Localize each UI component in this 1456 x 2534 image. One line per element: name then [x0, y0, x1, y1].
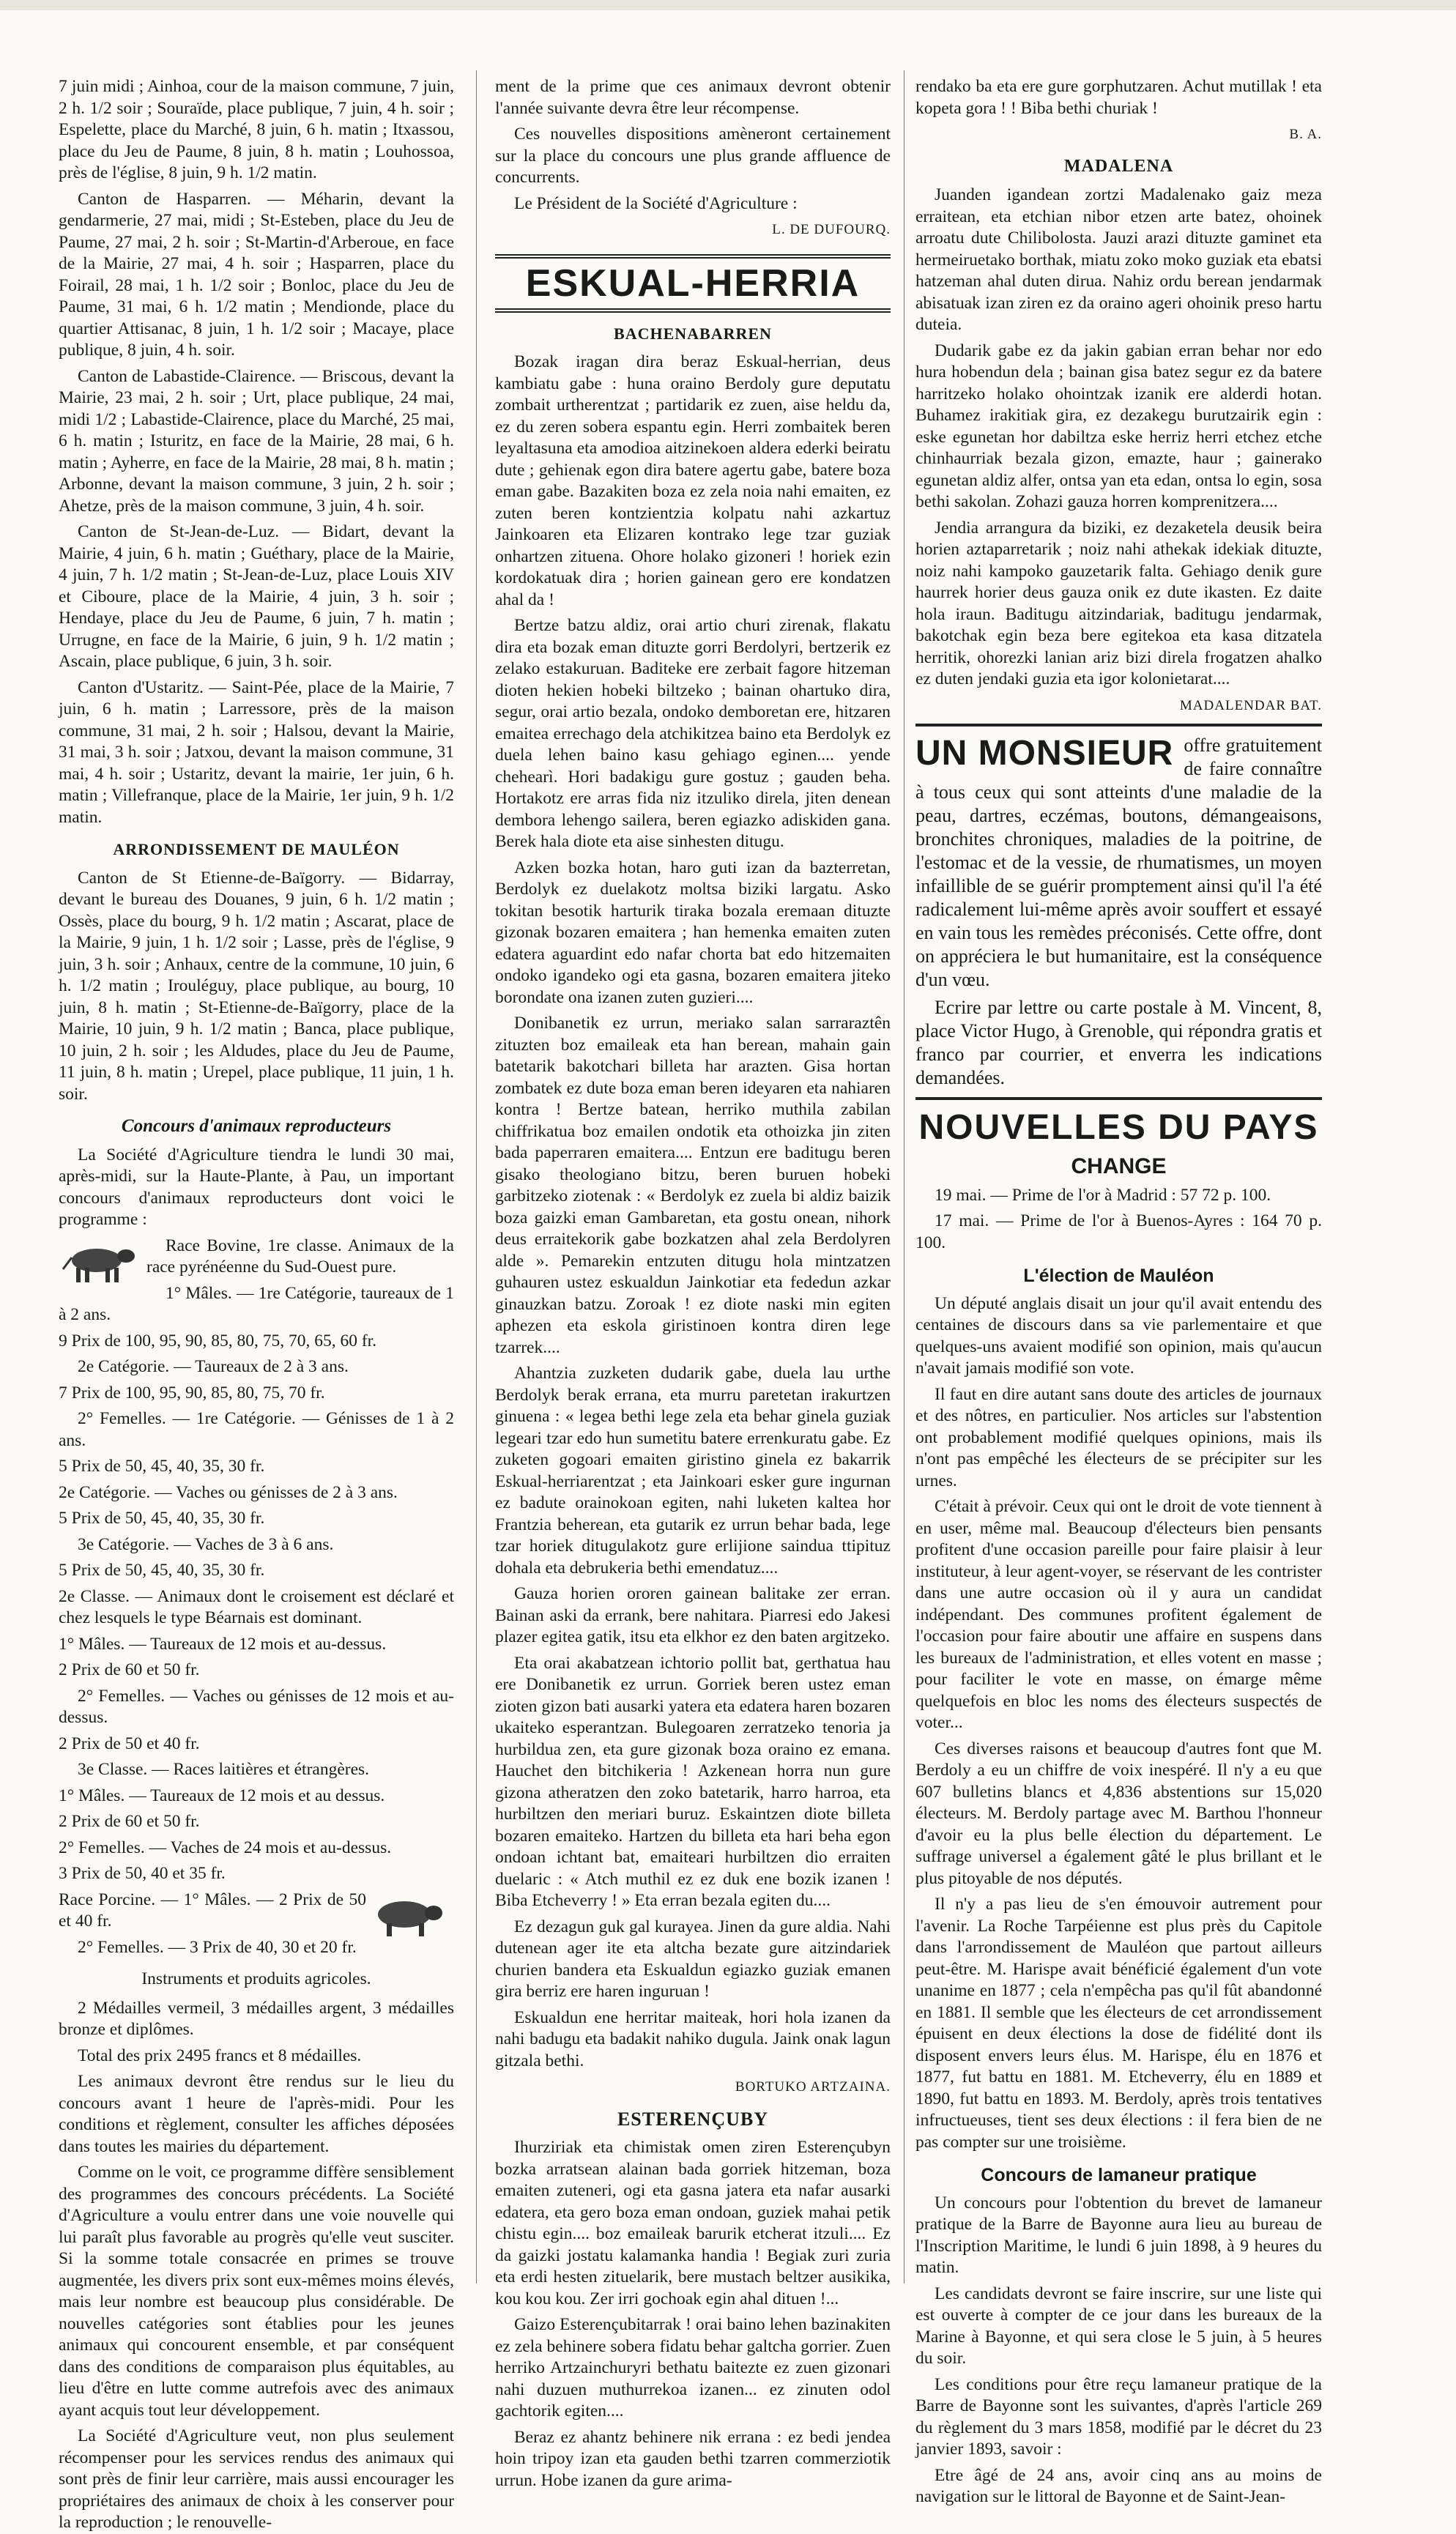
list-item: 2 Prix de 60 et 50 fr. [59, 1660, 200, 1679]
paragraph: Les animaux devront être rendus sur le lieu du concours avant 1 heure de l'après-midi. Pour les conditions et règlement, consulter les affiches déposées dans toutes les mairies du département. [59, 2072, 454, 2156]
list-item: 2 Prix de 50 et 40 fr. [59, 1734, 200, 1753]
paragraph: Eskualdun ene herritar maiteak, hori hola izanen da nahi badugu eta badakit nahiko dugula. Jaink onak lagun gitzala bethi. [495, 2007, 891, 2070]
list-item: 9 Prix de 100, 95, 90, 85, 80, 75, 70, 65, 60 fr. [59, 1331, 377, 1350]
paragraph: rendako ba eta ere gure gorphutzaren. Achut mutillak ! eta kopeta gora ! ! Biba bethi churiak ! [915, 77, 1322, 118]
signature: L. DE DUFOURQ. [772, 222, 891, 237]
paragraph: Bertze batzu aldiz, orai artio churi zirenak, flakatu dira eta bozak eman dituzte gorri Berdolyri, bertzerik ez zelako estakuruan. Baditeke ere zerbait fagore hitzeman dioten hekien hobeki biltzeko ; bainan ohartuko dira, segur, orai artio bezala, ondoko demboretan ere, hitzaren emaitea errechago dela atchikitzea baino eta Berdolyk ez duela lehen baino kasu gehiago eginen.... yende chehearì. Hori badakigu gure gostuz ; gauden beha. Hortakotz ere arras fida niz itzuliko direla, jiten denean dembora lehengo sailera, beren egiazko adiskiden gana. Berek hala diote eta aise sinhesten ditugu. [495, 616, 891, 851]
article-title: Concours de lamaneur pratique [981, 2165, 1257, 2185]
paragraph: Les candidats devront se faire inscrire, sur une liste qui est ouverte à compter de ce jour dans les bureaux de la Marine à Bayonne, et qui sera close le 5 juin, à 5 heures du soir. [915, 2284, 1322, 2368]
section-banner: ESKUAL-HERRIA [495, 254, 891, 313]
paragraph: Ahantzia zuzketen dudarik gabe, duela lau urthe Berdolyk berak errana, eta murru paretetan irakurtzen ginuena : « legea bethi lege zela eta behar ginela guziak legeari tzar edo hun sumetitu batere errenkuratu gabe. Ez zuketen gogoari emaiten giristino ginela ez bakarrik Eskual-herriarentzat ; eta Jainkoari esker gure ingurnan ez badute orainokoan egiten, nahi luketen kaltea hor Frantzia beherean, eta gutarik ez urrun behar bada, lege tzar horiek ditugulakotz gure erlijione saindua ttipituz dohala eta debrukeria bethi emendatuz.... [495, 1364, 891, 1578]
list-item: 2e Classe. — Animaux dont le croisement est déclaré et chez lesquels le type Béarnais est dominant. [59, 1586, 454, 1627]
ad-headline: UN MONSIEUR [915, 734, 1174, 773]
paragraph: La Société d'Agriculture veut, non plus seulement récompenser pour les services rendus des animaux qui sont près de finir leur carrière, mais aussi encourager les propriétaires des animaux de choix à les conserver pour la reproduction ; le renouvelle- [59, 2426, 454, 2532]
section-heading: ARRONDISSEMENT DE MAULÉON [113, 840, 400, 858]
paragraph: Bozak iragan dira beraz Eskual-herrian, deus kambiatu gabe : huna oraino Berdoly gure deputatu zombait urtherentzat ; partidarik ez zuen, aise heldu da, ez du zeren sobera espantu egin. Herri zombaitek beren leyaltasuna eta amodioa aitzinekoen aldera ederki beiratu dute ; gehienak egon dira batere agertu gabe, batere boza eman gabe. Bazakiten boza ez zela noia nahi emaiten, ez zuten beren kontzientzia kolpatu nahi azkartuz Jainkoaren eta Elizaren kontrako lege tzar guziak onhartzen zituena. Ohore holako gizoneri ! horiek ezin kordokatuak dira ; horien gainean gero ere kondatzen ahal da ! [495, 352, 891, 609]
article-title: BACHENABARREN [614, 324, 772, 343]
list-item: 2° Femelles. — Vaches de 24 mois et au-dessus. [59, 1838, 392, 1857]
list-item: 3e Catégorie. — Vaches de 3 à 6 ans. [78, 1534, 334, 1554]
item-text: Race Bovine, 1re classe. Animaux de la race pyrénéenne du Sud-Ouest pure. [146, 1236, 454, 1277]
paragraph: Azken bozka hotan, haro guti izan da bazterretan, Berdolyk ez duelakotz moltsa biziki largatu. Asko tokitan besotik harturik tiraka bozala eremaan dituzte gizonak bozaren emaitera ; han hemenka emaiten zuten edatera aguardint edo nafar chorta bat edo hitzemaiten ondoko igandeko ogi eta gasna, bozaren emaitera jiteko borondate ona izanen zuten guzieri.... [495, 858, 891, 1007]
pig-icon [366, 1890, 447, 1941]
paragraph: Les conditions pour être reçu lamaneur pratique de la Barre de Bayonne sont les suivantes, d'après l'article 269 du règlement du 3 mars 1858, modifié par le décret du 23 janvier 1893, savoir : [915, 2374, 1322, 2459]
paragraph: Gaizo Esterençubitarrak ! orai baino lehen bazinakiten ez zela behinere sobera fidatu behar galtcha gorrier. Zuen herriko Artzainchuryri bethatu baitezte ez zuen gizonari nahi duzuen muthurrekoa izanen... ez zinuten odol gachtorik egiten.... [495, 2315, 891, 2420]
list-item [59, 1890, 454, 1933]
page-top-edge [0, 0, 1456, 10]
subheading: Instruments et produits agricoles. [141, 1969, 371, 1988]
article-title: Concours d'animaux reproducteurs [121, 1116, 392, 1136]
paragraph: Comme on le voit, ce programme diffère sensiblement des programmes des concours précédents. La Société d'Agriculture a voulu entrer dans une voie nouvelle qui lui paraît plus favorable au progrès qu'elle veut susciter. Si la somme totale consacrée en primes se trouve augmentée, les divers prix sont eux-mêmes moins élevés, mais leur nombre est beaucoup plus considérable. De nouvelles catégories sont établies pour les jeunes animaux qui concourent ensemble, et par conséquent dans des conditions de comparaison plus équitables, au lieu d'être en lutte comme autrefois avec des animaux ayant acquis tout leur développement. [59, 2163, 454, 2420]
list-item: 2e Catégorie. — Vaches ou génisses de 2 à 3 ans. [59, 1482, 398, 1502]
paragraph: La Société d'Agriculture tiendra le lundi 30 mai, après-midi, sur la Haute-Plante, à Pau, un important concours d'animaux reproducteurs dont voici le programme : [59, 1145, 454, 1229]
item-text: Race Porcine. — 1° Mâles. — 2 Prix de 50 et 40 fr. [59, 1890, 366, 1931]
list-item: 5 Prix de 50, 45, 40, 35, 30 fr. [59, 1457, 265, 1476]
paragraph: Canton de St Etienne-de-Baïgorry. — Bidarray, devant le bureau des Douanes, 9 juin, 6 h. 1/2 matin ; Ossès, place du bourg, 9 h. 1/2 matin ; Ascarat, place de la Mairie, 9 juin, 1 h. 1/2 soir ; Lasse, près de l'église, 9 juin, 3 h. soir ; Anhaux, centre de la commune, 10 juin, 6 h. 1/2 matin ; Irouléguy, place publique, au bourg, 10 juin, 8 h. matin ; St-Etienne-de-Baïgorry, place de la Mairie, 10 juin, 9 h. 1/2 matin ; Banca, place publique, 10 juin, 2 h. soir ; les Aldudes, place du Jeu de Paume, 11 juin, 8 h. matin ; Urepel, place publique, 11 juin, 1 h. soir. [59, 868, 454, 1104]
paragraph: Ces diverses raisons et beaucoup d'autres font que M. Berdoly a eu un chiffre de voix inespéré. Il n'y a eu que 607 bulletins blancs et 4,836 abstentions sur 15,020 électeurs. M. Berdoly partage avec M. Barthou l'honneur d'avoir eu la plus belle élection du département. Le suffrage universel a également gâté le plus brillant et le plus pitoyable de nos députés. [915, 1739, 1322, 1888]
section-banner: NOUVELLES DU PAYS [918, 1108, 1319, 1147]
paragraph: Canton de Labastide-Clairence. — Briscous, devant la Mairie, 23 mai, 2 h. soir ; Urt, place publique, 24 mai, midi 1/2 ; Labastide-Clairence, place du Marché, 25 mai, 6 h. matin ; Isturitz, en face de la Mairie, 28 mai, 6 h. matin ; Ayherre, en face de la Mairie, 28 mai, 8 h. matin ; Arbonne, devant la maison commune, 3 juin, 2 h. soir ; Ahetze, près de la maison commune, 3 juin, 4 h. soir. [59, 366, 454, 516]
column-rule [476, 70, 477, 2284]
paragraph: Canton d'Ustaritz. — Saint-Pée, place de la Mairie, 7 juin, 6 h. matin ; Larressore, près de la maison commune, 31 mai, 2 h. soir ; Halsou, devant la Mairie, 31 mai, 3 h. soir ; Jatxou, devant la maison commune, 31 mai, 4 h. soir ; Ustaritz, devant la mairie, 1er juin, 6 h. matin ; Villefranque, place de la Mairie, 1er juin, 9 h. 1/2 matin. [59, 677, 454, 827]
section-heading: CHANGE [1071, 1154, 1167, 1178]
paragraph: Dudarik gabe ez da jakin gabian erran behar nor edo hura hobendun dela ; bainan gisa batez segur ez da batere harritzeko holako ohointzak izanik ere alderdi hotan. Buhamez irakitiak gira, ez dezakegu burutzairik egin : eske egunetan hor dabiltza eske herriz herri etchez etche chinhaurriak bezala gizon, emazte, haur ; gainerako egunetan aldiz alfer, ontsa yan eta edan, ontsa lo egin, sosa bethi sakolan. Zohazi gauza horren komprenitzera.... [915, 341, 1322, 511]
list-item: 1° Mâles. — 1re Catégorie, taureaux de 1 à 2 ans. [59, 1283, 454, 1324]
paragraph: Ez dezagun guk gal kurayea. Jinen da gure aldia. Nahi dutenean ager ite eta altcha bezate gure aitzindariek churien bandera eta Eskualdun egiazko guziak emanen gira berriz ere haren inguruan ! [495, 1917, 891, 2001]
paragraph: Etre âgé de 24 ans, avoir cinq ans au moins de navigation sur le littoral de Bayonne et de Saint-Jean- [915, 2465, 1322, 2506]
signature: MADALENDAR BAT. [1179, 697, 1322, 713]
article-title: MADALENA [1063, 156, 1174, 176]
list-item: 2e Catégorie. — Taureaux de 2 à 3 ans. [78, 1357, 349, 1376]
list-item: 2° Femelles. — 1re Catégorie. — Génisses de 1 à 2 ans. [59, 1409, 454, 1450]
paragraph: Juanden igandean zortzi Madalenako gaiz meza erraitean, eta etchian nibor etzen arte batez, ohoinek arroatu dute Chilibolosta. Jauzi arazi dituzte gaminet eta hermeiruetako borthak, miatu zoko moko guziak eta ebatsi hatzeman ahal duten dirua. Nahiz ordu berean jendarmak abisatuak izan ziren ez da oraino ageri ohoinik preso hartu duteia. [915, 185, 1322, 334]
paragraph: Beraz ez ahantz behinere nik errana : ez bedi jendea hoin tripoy izan eta gauden bethi tzarren commerziotik urrun. Hobe izanen da gure arima- [495, 2427, 891, 2490]
list-item: 2 Médailles vermeil, 3 médailles argent, 3 médailles bronze et diplômes. [59, 1998, 454, 2039]
paragraph: Eta orai akabatzean ichtorio pollit bat, gerthatua hau ere Donibanetik ez urrun. Gorriek beren ustez eman zioten gizon bati ausarki yatera eta edatera haren bozaren ukaiteko esperantzan. Bulegoaren zerratzeko tenoria ja hurbildua zen, eta gure gizonak boza oraino ez emana. Hauchet den bitchikeria ! Azkenean horra nun gure gizona atheratzen den zoko batetarik, harro harroa, eta hurbiltzen den meriari buruz. Eskaintzen diote billeta bozaren emaiteko. Hartzen du billeta eta hari beha egon ondoan ichtant bat, emaiteari hurbiltzen dio erraiten duelaric : « Atch muthil ez ez duk ene bozik izanen ! Biba Etcheverry ! » Eta erran bezala egiten du.... [495, 1653, 891, 1910]
column-1 [59, 76, 454, 2532]
signature: B. A. [1289, 127, 1322, 142]
signature: BORTUKO ARTZAINA. [735, 2079, 891, 2095]
cattle-icon [59, 1236, 139, 1287]
paragraph: 7 juin midi ; Ainhoa, cour de la maison commune, 7 juin, 2 h. 1/2 soir ; Souraïde, place publique, 7 juin, 4 h. soir ; Espelette, place du Marché, 8 juin, 6 h. matin ; Itxassou, place du Jeu de Paume, 8 juin, 8 h. matin ; Louhossoa, près de l'église, 8 juin, 9 h. 1/2 matin. [59, 77, 454, 182]
list-item: 2° Femelles. — Vaches ou génisses de 12 mois et au-dessus. [59, 1686, 454, 1727]
list-item: 5 Prix de 50, 45, 40, 35, 30 fr. [59, 1561, 265, 1580]
paragraph: Il n'y a pas lieu de s'en émouvoir autrement pour l'avenir. La Roche Tarpéienne est plus près du Capitole dans l'arrondissement de Mauléon que partout ailleurs peut-être. M. Harispe avait bénéficié également d'un vote unanime en 1877 ; cela n'empêcha pas qu'il fût abandonné en 1881. Il semble que les électeurs de cet arrondissement épuisent en deux élections la dose de fidélité dont ils disposent envers leurs élus. M. Harispe, élu en 1876 et 1877, fut battu en 1881. M. Etcheverry, élu en 1889 et 1890, fut battu en 1893. M. Berdoly, après trois tentatives infructueuses, tient ses deux élections : il fera bien de ne pas compter sur une troisième. [915, 1895, 1322, 2152]
paragraph: 17 mai. — Prime de l'or à Buenos-Ayres : 164 70 p. 100. [915, 1211, 1322, 1252]
paragraph: 19 mai. — Prime de l'or à Madrid : 57 72 p. 100. [935, 1185, 1271, 1205]
advertisement [915, 734, 1322, 1090]
article-title: ESTERENÇUBY [617, 2108, 769, 2130]
paragraph: Canton de Hasparren. — Méharin, devant la gendarmerie, 27 mai, midi ; St-Esteben, place du Jeu de Paume, 27 mai, 2 h. soir ; St-Martin-d'Arberoue, en face de la Mairie, 27 mai, 4 h. soir ; Hasparren, place du Foirail, 28 mai, 1 h. 1/2 soir ; Bonloc, place du Jeu de Paume, 31 mai, 6 h. 1/2 matin ; Mendionde, place du quartier Attisanac, 8 juin, 1 h. 1/2 soir ; Macaye, place publique, 8 juin, 4 h. soir. [59, 189, 454, 360]
divider [915, 1097, 1322, 1100]
paragraph: Un député anglais disait un jour qu'il avait entendu des centaines de discours dans sa vie parlementaire et que quelques-uns avaient modifié son opinion, mais qu'aucun n'avait jamais modifié son vote. [915, 1293, 1322, 1378]
list-item: 2 Prix de 60 et 50 fr. [59, 1812, 200, 1831]
paragraph: Il faut en dire autant sans doute des articles de journaux et des nôtres, en particulier. Nos articles sur l'abstention ont probablement modifié quelques opinions, mais ils n'ont pas empêché les électeurs de se précipiter sur les urnes. [915, 1384, 1322, 1490]
column-2 [495, 76, 891, 2490]
paragraph: Canton de St-Jean-de-Luz. — Bidart, devant la Mairie, 4 juin, 6 h. matin ; Guéthary, place de la Mairie, 4 juin, 7 h. 1/2 matin ; St-Jean-de-Luz, place Louis XIV et Ciboure, place de la Mairie, 4 juin, 3 h. soir ; Hendaye, place du Jeu de Paume, 6 juin, 7 h. matin ; Urrugne, en face de la Mairie, 6 juin, 9 h. 1/2 matin ; Ascain, place publique, 6 juin, 3 h. soir. [59, 522, 454, 671]
ad-body: Ecrire par lettre ou carte postale à M. Vincent, 8, place Victor Hugo, à Grenoble, qui répondra gratis et franco par courrier, et enverra les indications demandées. [915, 997, 1322, 1088]
paragraph: Donibanetik ez urrun, meriako salan sarraraztên zituzten boz emaileak eta han berean, mahain gain batetarik bakotchari billeta har arazten. Gisa hortan zombatek ez dute boza eman beren ideyaren eta nahiaren kontra ! Bertze batean, herriko muthila zabilan chiffrikatua boz emailen ondotik eta othoizka jin ziten bada paperraren emaitera.... Entzun ere baditugu beren gisako theologiano bitzu, beren buruen hobeki garbitzeko ziotenak : « Berdolyk ez zuela bi aldiz baizik boza gaizki eman Gambaretan, eta gostu onean, nihork deus erraitekorik gabe bozkatzen ahal zela Berdolyren alde ». Pemarekin entzuten ditugu hola mintzatzen guhauren ustez eskualdun Jainkotiar eta fededun azkar ginauzkan batzu. Zoroak ! ez diote naski min egiten aphezen eta eskola giristinoen kontra diren lege tzarrek.... [495, 1014, 891, 1357]
list-item: 3 Prix de 50, 40 et 35 fr. [59, 1864, 226, 1883]
list-item: 1° Mâles. — Taureaux de 12 mois et au dessus. [59, 1786, 385, 1805]
list-item: 7 Prix de 100, 95, 90, 85, 80, 75, 70 fr. [59, 1383, 325, 1402]
paragraph: Gauza horien ororen gainean balitake zer erran. Bainan aski da errank, bere nahitara. Piarresi edo Jakesi plazer egitea gatik, itsu eta elkhor ez den baten argitzeko. [495, 1584, 891, 1646]
column-rule [904, 70, 905, 2284]
list-item: 5 Prix de 50, 45, 40, 35, 30 fr. [59, 1509, 265, 1528]
paragraph: Jendia arrangura da biziki, ez dezaketela deusik beira horien aztaparretarik ; noiz nahi athekak idekiak dituzte, noiz nahi kampoko gauzetarik falta. Gehiago denik gure haurrek horier deus gauza onik ez dute ikasten. Ez daite hola iraun. Baditugu aitzindariak, baditugu jendarmak, bakotchak egin beza bere egitekoa eta kasa ditzatela herritik, ohorezki lanian ariz bizi direla frogatzen ahalko ez duten jendaki guzia eta igor kolonietarat.... [915, 518, 1322, 688]
ad-body: offre gratuitement de faire connaître à tous ceux qui sont atteints d'une maladie de la peau, dartres, eczémas, boutons, démangeaisons, bronchites chroniques, maladies de la poitrine, de l'estomac et de la vessie, de rhumatismes, un moyen infaillible de se guérir promptement ainsi qu'il l'a été radicalement lui-même après avoir souffert et essayé en vain tous les remèdes préconisés. Cette offre, dont on appréciera le but humanitaire, est la conséquence d'un vœu. [915, 735, 1322, 990]
divider [915, 724, 1322, 727]
list-item [59, 1236, 454, 1279]
column-3 [915, 76, 1322, 2506]
paragraph: Ces nouvelles dispositions amèneront certainement sur la place du concours une plus grande affluence de concurrents. [495, 125, 891, 187]
list-item: Total des prix 2495 francs et 8 médailles. [78, 2046, 362, 2065]
paragraph: Ihurziriak eta chimistak omen ziren Esterençubyn bozka arratsean alainan bada gorriek hitzeman, boza emaiten zuteneri, ogi eta gasna jatera eta nafar ausarki edatera, eta gero boza eman ondoan, guziek mahai petik chistu egin.... boz emaileak barurik etcherat itzuli.... Ez da gaizki jostatu kalamanka handia ! Begiak zuri zuria eta erdi hesten zituelarik, bere mustach beltzer ausikika, kou kou kou. Zer irri gochoak egin ahal dituen !... [495, 2138, 891, 2308]
list-item: 3e Classe. — Races laitières et étrangères. [78, 1760, 370, 1779]
paragraph: Un concours pour l'obtention du brevet de lamaneur pratique de la Barre de Bayonne aura lieu au bureau de l'Inscription Maritime, le lundi 6 juin 1898, à 9 heures du matin. [915, 2193, 1322, 2277]
paragraph: ment de la prime que ces animaux devront obtenir l'année suivante devra être leur récompense. [495, 77, 891, 118]
paragraph: Le Président de la Société d'Agriculture : [514, 193, 798, 213]
paragraph: C'était à prévoir. Ceux qui ont le droit de vote tiennent à en user, même mal. Beaucoup d'électeurs bien pensants profitent d'une occasion pareille pour faire plaisir à leur instituteur, à leur agent-voyer, se réservant de les contrister dans une autre occasion où il y aura un candidat indépendant. Des communes profitent également de l'occasion pour faire aboutir une affaire en suspens dans les bureaux de l'administration, et elles votent en masse ; pour faciliter le vote en masse, on émarge même quelquefois en bloc les noms des électeurs suspectés de voter... [915, 1497, 1322, 1732]
list-item: 1° Mâles. — Taureaux de 12 mois et au-dessus. [59, 1634, 387, 1654]
list-item: 2° Femelles. — 3 Prix de 40, 30 et 20 fr. [78, 1937, 357, 1957]
article-title: L'élection de Mauléon [1023, 1266, 1214, 1286]
